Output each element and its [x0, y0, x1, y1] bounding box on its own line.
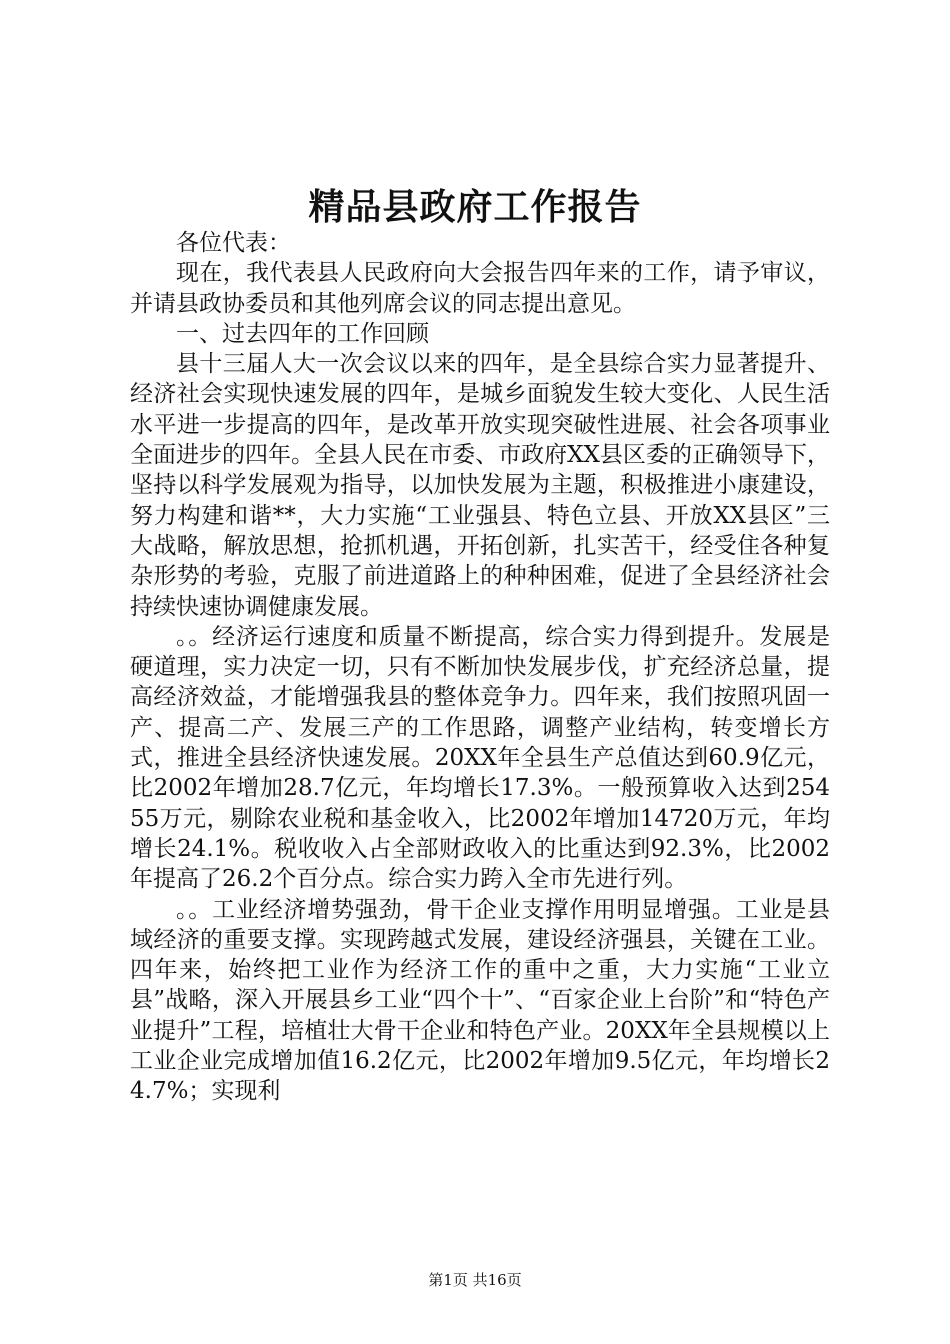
paragraph-industry: 。。工业经济增势强劲，骨干企业支撑作用明显增强。工业是县域经济的重要支撑。实现跨越式发展，建设经济强县，关键在工业。四年来，始终把工业作为经济工作的重中之重，大力实施“工业立县”战略，深入开展县乡工业“四个十”、“百家企业上台阶”和“特色产业提升”工程，培植壮大骨干企业和特色产业。20XX年全县规模以上工业企业完成增加值16.2亿元，比2002年增加9.5亿元，年均增长24.7%；实现利	[130, 896, 830, 1105]
document-body	[130, 228, 830, 1107]
paragraph-overview: 县十三届人大一次会议以来的四年，是全县综合实力显著提升、经济社会实现快速发展的四年，是城乡面貌发生较大变化、人民生活水平进一步提高的四年，是改革开放实现突破性进展、社会各项事业全面进步的四年。全县人民在市委、市政府XX县区委的正确领导下，坚持以科学发展观为指导，以加快发展为主题，积极推进小康建设，努力构建和谐**，大力实施“工业强县、特色立县、开放XX县区”三大战略，解放思想，抢抓机遇，开拓创新，扎实苦干，经受住各种复杂形势的考验，克服了前进道路上的种种困难，促进了全县经济社会持续快速协调健康发展。	[130, 351, 830, 620]
document-title: 精品县政府工作报告	[308, 186, 642, 228]
section-heading: 一、过去四年的工作回顾	[176, 320, 429, 347]
paragraph-economy: 。。经济运行速度和质量不断提高，综合实力得到提升。发展是硬道理，实力决定一切，只有不断加快发展步伐，扩充经济总量，提高经济效益，才能增强我县的整体竞争力。四年来，我们按照巩固一产、提高二产、发展三产的工作思路，调整产业结构，转变增长方式，推进全县经济快速发展。20XX年全县生产总值达到60.9亿元，比2002年增加28.7亿元，年均增长17.3%。一般预算收入达到25455万元，剔除农业税和基金收入，比2002年增加14720万元，年均增长24.1%。税收收入占全部财政收入的比重达到92.3%，比2002年提高了26.2个百分点。综合实力跨入全市先进行列。	[130, 623, 830, 893]
paragraph-intro: 现在，我代表县人民政府向大会报告四年来的工作，请予审议，并请县政协委员和其他列席会议的同志提出意见。	[130, 260, 830, 317]
paragraph-salutation: 各位代表：	[176, 230, 291, 256]
page-number-footer: 第1页 共16页	[428, 1271, 522, 1289]
